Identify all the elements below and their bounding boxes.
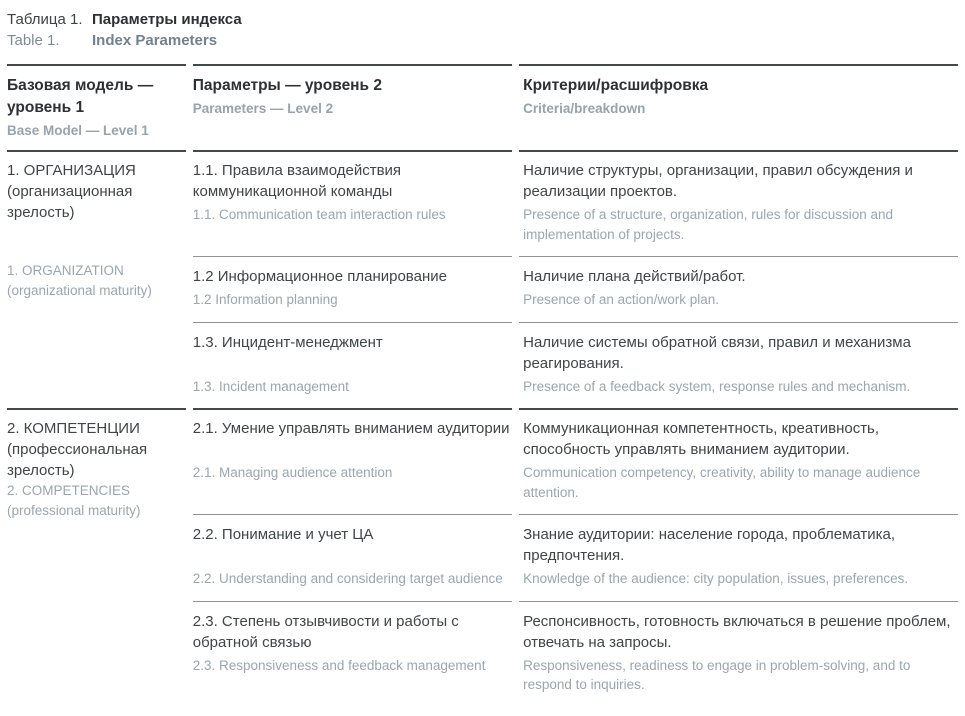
criteria-en-1-1: Presence of a structure, organization, rules for discussion and implementation of projects. <box>523 207 894 242</box>
param-ru-1-1: 1.1. Правила взаимодействия коммуникационной команды <box>192 162 402 200</box>
criteria-en-2-2: Knowledge of the audience: city population, issues, preferences. <box>523 571 909 586</box>
criteria-en-1-3: Presence of a feedback system, response rules and mechanism. <box>523 378 911 394</box>
criteria-en-1-2: Presence of an action/work plan. <box>523 292 719 307</box>
header-row <box>7 64 958 152</box>
table-caption <box>0 0 965 64</box>
param-en-2-3: 2.3. Responsiveness and feedback management <box>192 657 486 673</box>
header-base-model-en: Base Model — Level 1 <box>7 123 149 138</box>
param-en-1-1: 1.1. Communication team interaction rules <box>192 207 446 222</box>
caption-title-ru: Параметры индекса <box>92 11 242 28</box>
header-parameters-en: Parameters — Level 2 <box>192 101 334 116</box>
header-parameters <box>193 64 512 152</box>
header-base-model-ru: Базовая модель — уровень 1 <box>7 77 154 116</box>
param-ru-2-3: 2.3. Степень отзывчивости и работы с обратной связью <box>193 601 512 653</box>
caption-line-ru <box>7 9 965 30</box>
header-base-model <box>7 64 186 152</box>
caption-label-en: Table 1. <box>7 32 60 49</box>
header-criteria-ru: Критерии/расшифровка <box>523 77 709 94</box>
criteria-ru-1-3: Наличие системы обратной связи, правил и механизма реагирования. <box>519 322 958 374</box>
param-en-1-3: 1.3. Incident management <box>192 378 349 394</box>
header-parameters-ru: Параметры — уровень 2 <box>192 77 383 94</box>
model-cell-competencies <box>7 408 186 707</box>
table-row <box>7 152 958 202</box>
param-en-1-2: 1.2 Information planning <box>192 292 338 307</box>
model-ru-label: 2. КОМПЕТЕНЦИИ (профессиональная зрелость) <box>7 420 148 479</box>
criteria-ru-2-3: Респонсивность, готовность включаться в решение проблем, отвечать на запросы. <box>519 601 958 653</box>
header-criteria <box>519 64 958 152</box>
criteria-ru-2-2: Знание аудитории: население города, проблематика, предпочтения. <box>519 514 958 566</box>
criteria-en-2-3: Responsiveness, readiness to engage in problem-solving, and to respond to inquiries. <box>523 657 911 692</box>
criteria-en-2-1: Communication competency, creativity, ability to manage audience attention. <box>523 465 921 500</box>
criteria-ru-1-1: Наличие структуры, организации, правил обсуждения и реализации проектов. <box>523 162 913 200</box>
caption-label-ru: Таблица 1. <box>7 11 83 28</box>
index-parameters-table <box>0 64 965 707</box>
param-ru-2-2: 2.2. Понимание и учет ЦА <box>193 514 512 566</box>
model-ru-label: 1. ОРГАНИЗАЦИЯ (организационная зрелость) <box>7 162 136 221</box>
param-ru-1-3: 1.3. Инцидент-менеджмент <box>193 322 512 374</box>
model-en-label: 1. ORGANIZATION (organizational maturity) <box>7 263 152 298</box>
model-en-label: 2. COMPETENCIES (professional maturity) <box>7 483 141 518</box>
model-cell-organization <box>7 152 186 408</box>
param-en-2-1: 2.1. Managing audience attention <box>192 465 393 480</box>
param-ru-1-2: 1.2 Информационное планирование <box>193 256 512 287</box>
param-en-2-2: 2.2. Understanding and considering target audience <box>192 571 503 586</box>
header-criteria-en: Criteria/breakdown <box>523 101 646 116</box>
criteria-ru-2-1: Коммуникационная компетентность, креативность, способность управлять вниманием аудитории. <box>519 408 958 460</box>
param-ru-2-1: 2.1. Умение управлять вниманием аудитории <box>193 408 512 460</box>
caption-title-en: Index Parameters <box>92 32 218 49</box>
caption-line-en <box>7 30 965 51</box>
table-row <box>7 408 958 460</box>
criteria-ru-1-2: Наличие плана действий/работ. <box>519 256 958 287</box>
